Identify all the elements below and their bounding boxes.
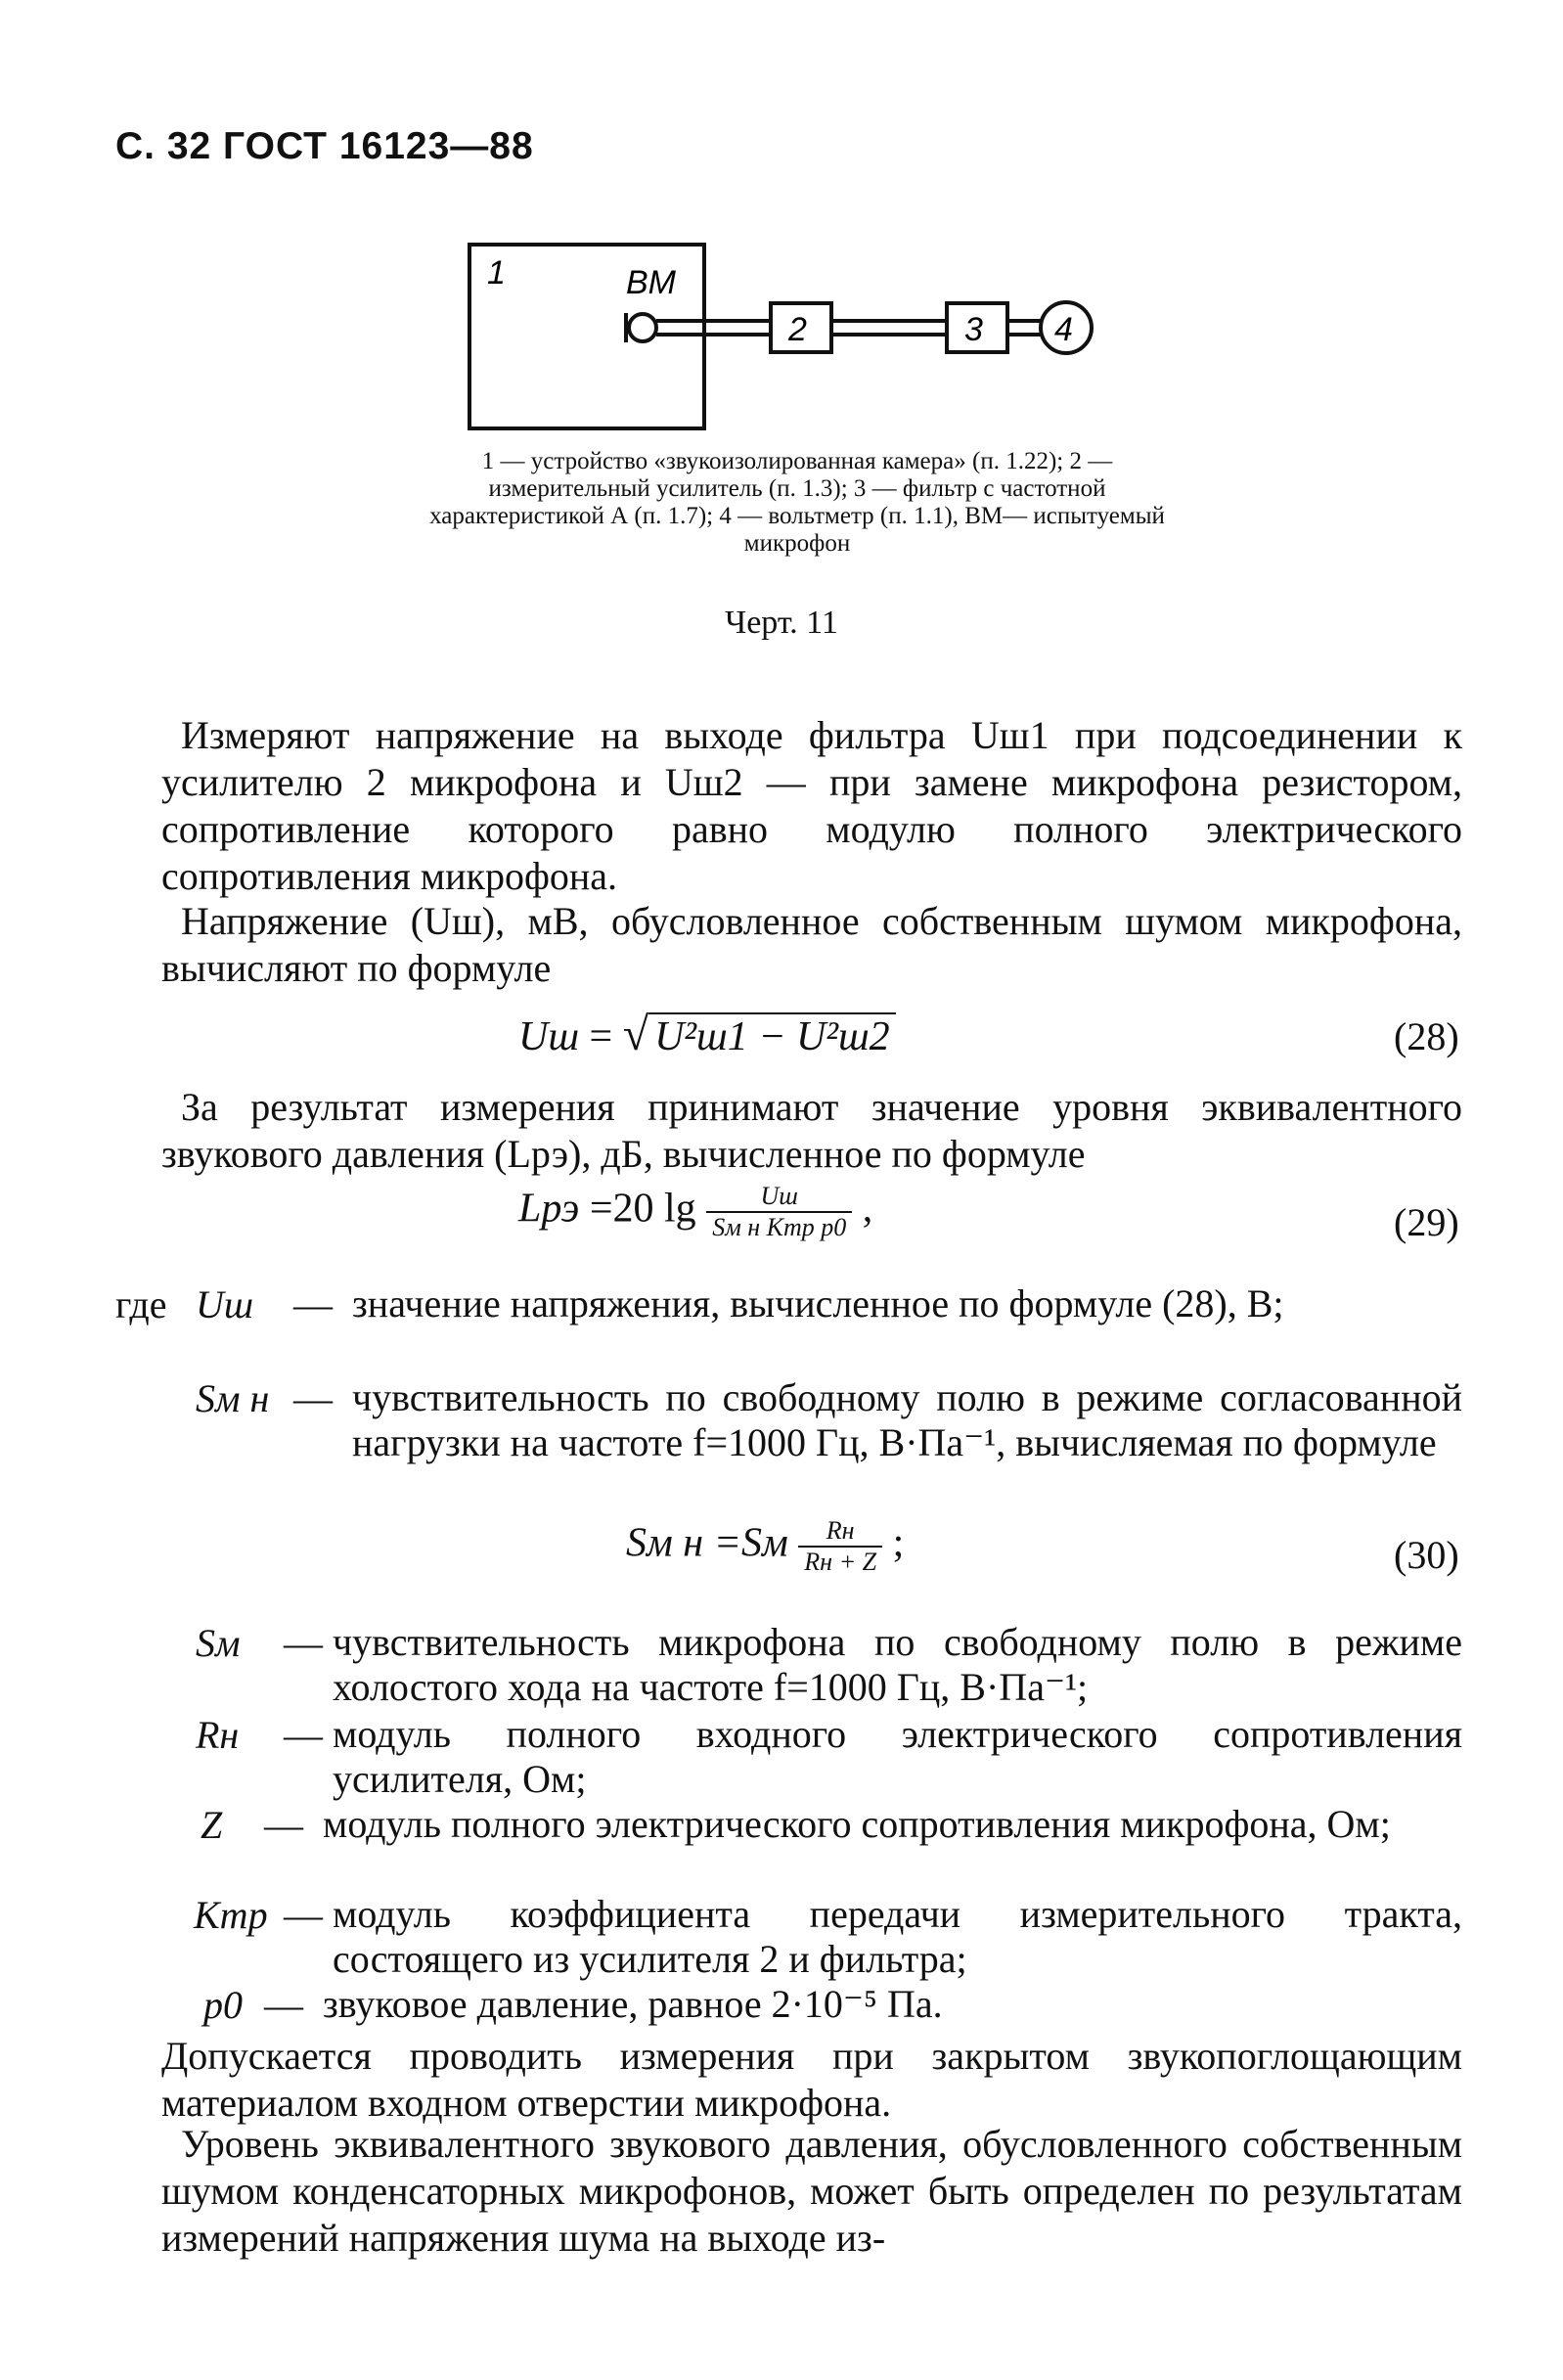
where-def-6: модуль коэффициента передачи измерительного тракта, состоящего из усилителя 2 и фильтра; (333, 1892, 1462, 1981)
where-word: где (115, 1282, 167, 1326)
microphone-icon (629, 314, 656, 341)
where-symbol-2: Sм н (196, 1376, 270, 1420)
where-symbol-5: Z (201, 1803, 223, 1847)
where-def-5: модуль полного электрического сопротивления микрофона, Ом; (323, 1802, 1391, 1846)
formula-28: Uш = √ U²ш1 − U²ш2 (518, 1008, 896, 1061)
where-dash-5: — (264, 1803, 303, 1847)
page-header: С. 32 ГОСТ 16123—88 (115, 125, 534, 167)
chamber-label: 1 (487, 254, 506, 292)
formula-30: Sм н =Sм $\frac{Rн}{Rн + Z}$ ; (626, 1516, 905, 1576)
where-symbol-7: p0 (203, 1983, 243, 2027)
where-dash-7: — (264, 1983, 303, 2027)
where-symbol-3: Sм (196, 1621, 241, 1665)
where-symbol-1: Uш (196, 1282, 254, 1326)
figure-caption: 1 — устройство «звукоизолированная камера» (п. 1.22); 2 — измерительный усилитель (п. 1.3); 3 — фильтр с частотной характеристикой А (п. 1.7); 4 — вольтметр (п. 1.1), ВМ— испытуемый микрофон (429, 448, 1165, 557)
paragraph-1: Измеряют напряжение на выходе фильтра Uш1 при подсоединении к усилителю 2 микрофона и Uш2 — при замене микрофона резистором, сопротивление которого равно модулю полного электрического сопротивления микрофона. (161, 713, 1462, 898)
equation-number-28: (28) (1394, 1014, 1459, 1058)
where-def-4: модуль полного входного электрического сопротивления усилителя, Ом; (333, 1712, 1462, 1801)
amplifier-label: 2 (788, 311, 807, 348)
where-dash-1: — (293, 1282, 333, 1326)
figure-number: Черт. 11 (725, 605, 838, 641)
formula-29: Lрэ =20 lg $\frac{Uш}{\text{Sм н Kтр p0}}$ , (518, 1182, 873, 1241)
paragraph-3: За результат измерения принимают значение уровня эквивалентного звукового давления (Lрэ), дБ, вычисленное по формуле (161, 1085, 1462, 1176)
where-symbol-6: Kтр (194, 1893, 268, 1937)
block-diagram (460, 235, 1144, 440)
where-dash-2: — (293, 1376, 333, 1420)
where-symbol-4: Rн (196, 1713, 240, 1757)
where-def-1: значение напряжения, вычисленное по формуле (28), В; (352, 1281, 1284, 1325)
paragraph-5: Уровень эквивалентного звукового давления, обусловленного собственным шумом конденсаторных микрофонов, может быть определен по результатам измерений напряжения шума на выходе из- (161, 2122, 1462, 2260)
paragraph-2: Напряжение (Uш), мВ, обусловленное собственным шумом микрофона, вычисляют по формуле (161, 899, 1462, 990)
where-def-7: звуковое давление, равное 2·10⁻⁵ Па. (323, 1982, 943, 2026)
voltmeter-label: 4 (1054, 311, 1073, 348)
equation-number-29: (29) (1394, 1200, 1459, 1244)
paragraph-4: Допускается проводить измерения при закрытом звукопоглощающим материалом входном отверстии микрофона. (161, 2034, 1462, 2125)
equation-number-30: (30) (1394, 1533, 1459, 1577)
where-dash-3: — (284, 1621, 323, 1665)
where-def-3: чувствительность микрофона по свободному полю в режиме холостого хода на частоте f=1000 Гц, В·Па⁻¹; (333, 1620, 1462, 1709)
where-def-2: чувствительность по свободному полю в режиме согласованной нагрузки на частоте f=1000 Гц, В·Па⁻¹, вычисляемая по формуле (352, 1375, 1462, 1464)
microphone-label: ВМ (626, 264, 676, 301)
where-dash-4: — (284, 1713, 323, 1757)
filter-label: 3 (964, 311, 983, 348)
where-dash-6: — (284, 1893, 323, 1937)
